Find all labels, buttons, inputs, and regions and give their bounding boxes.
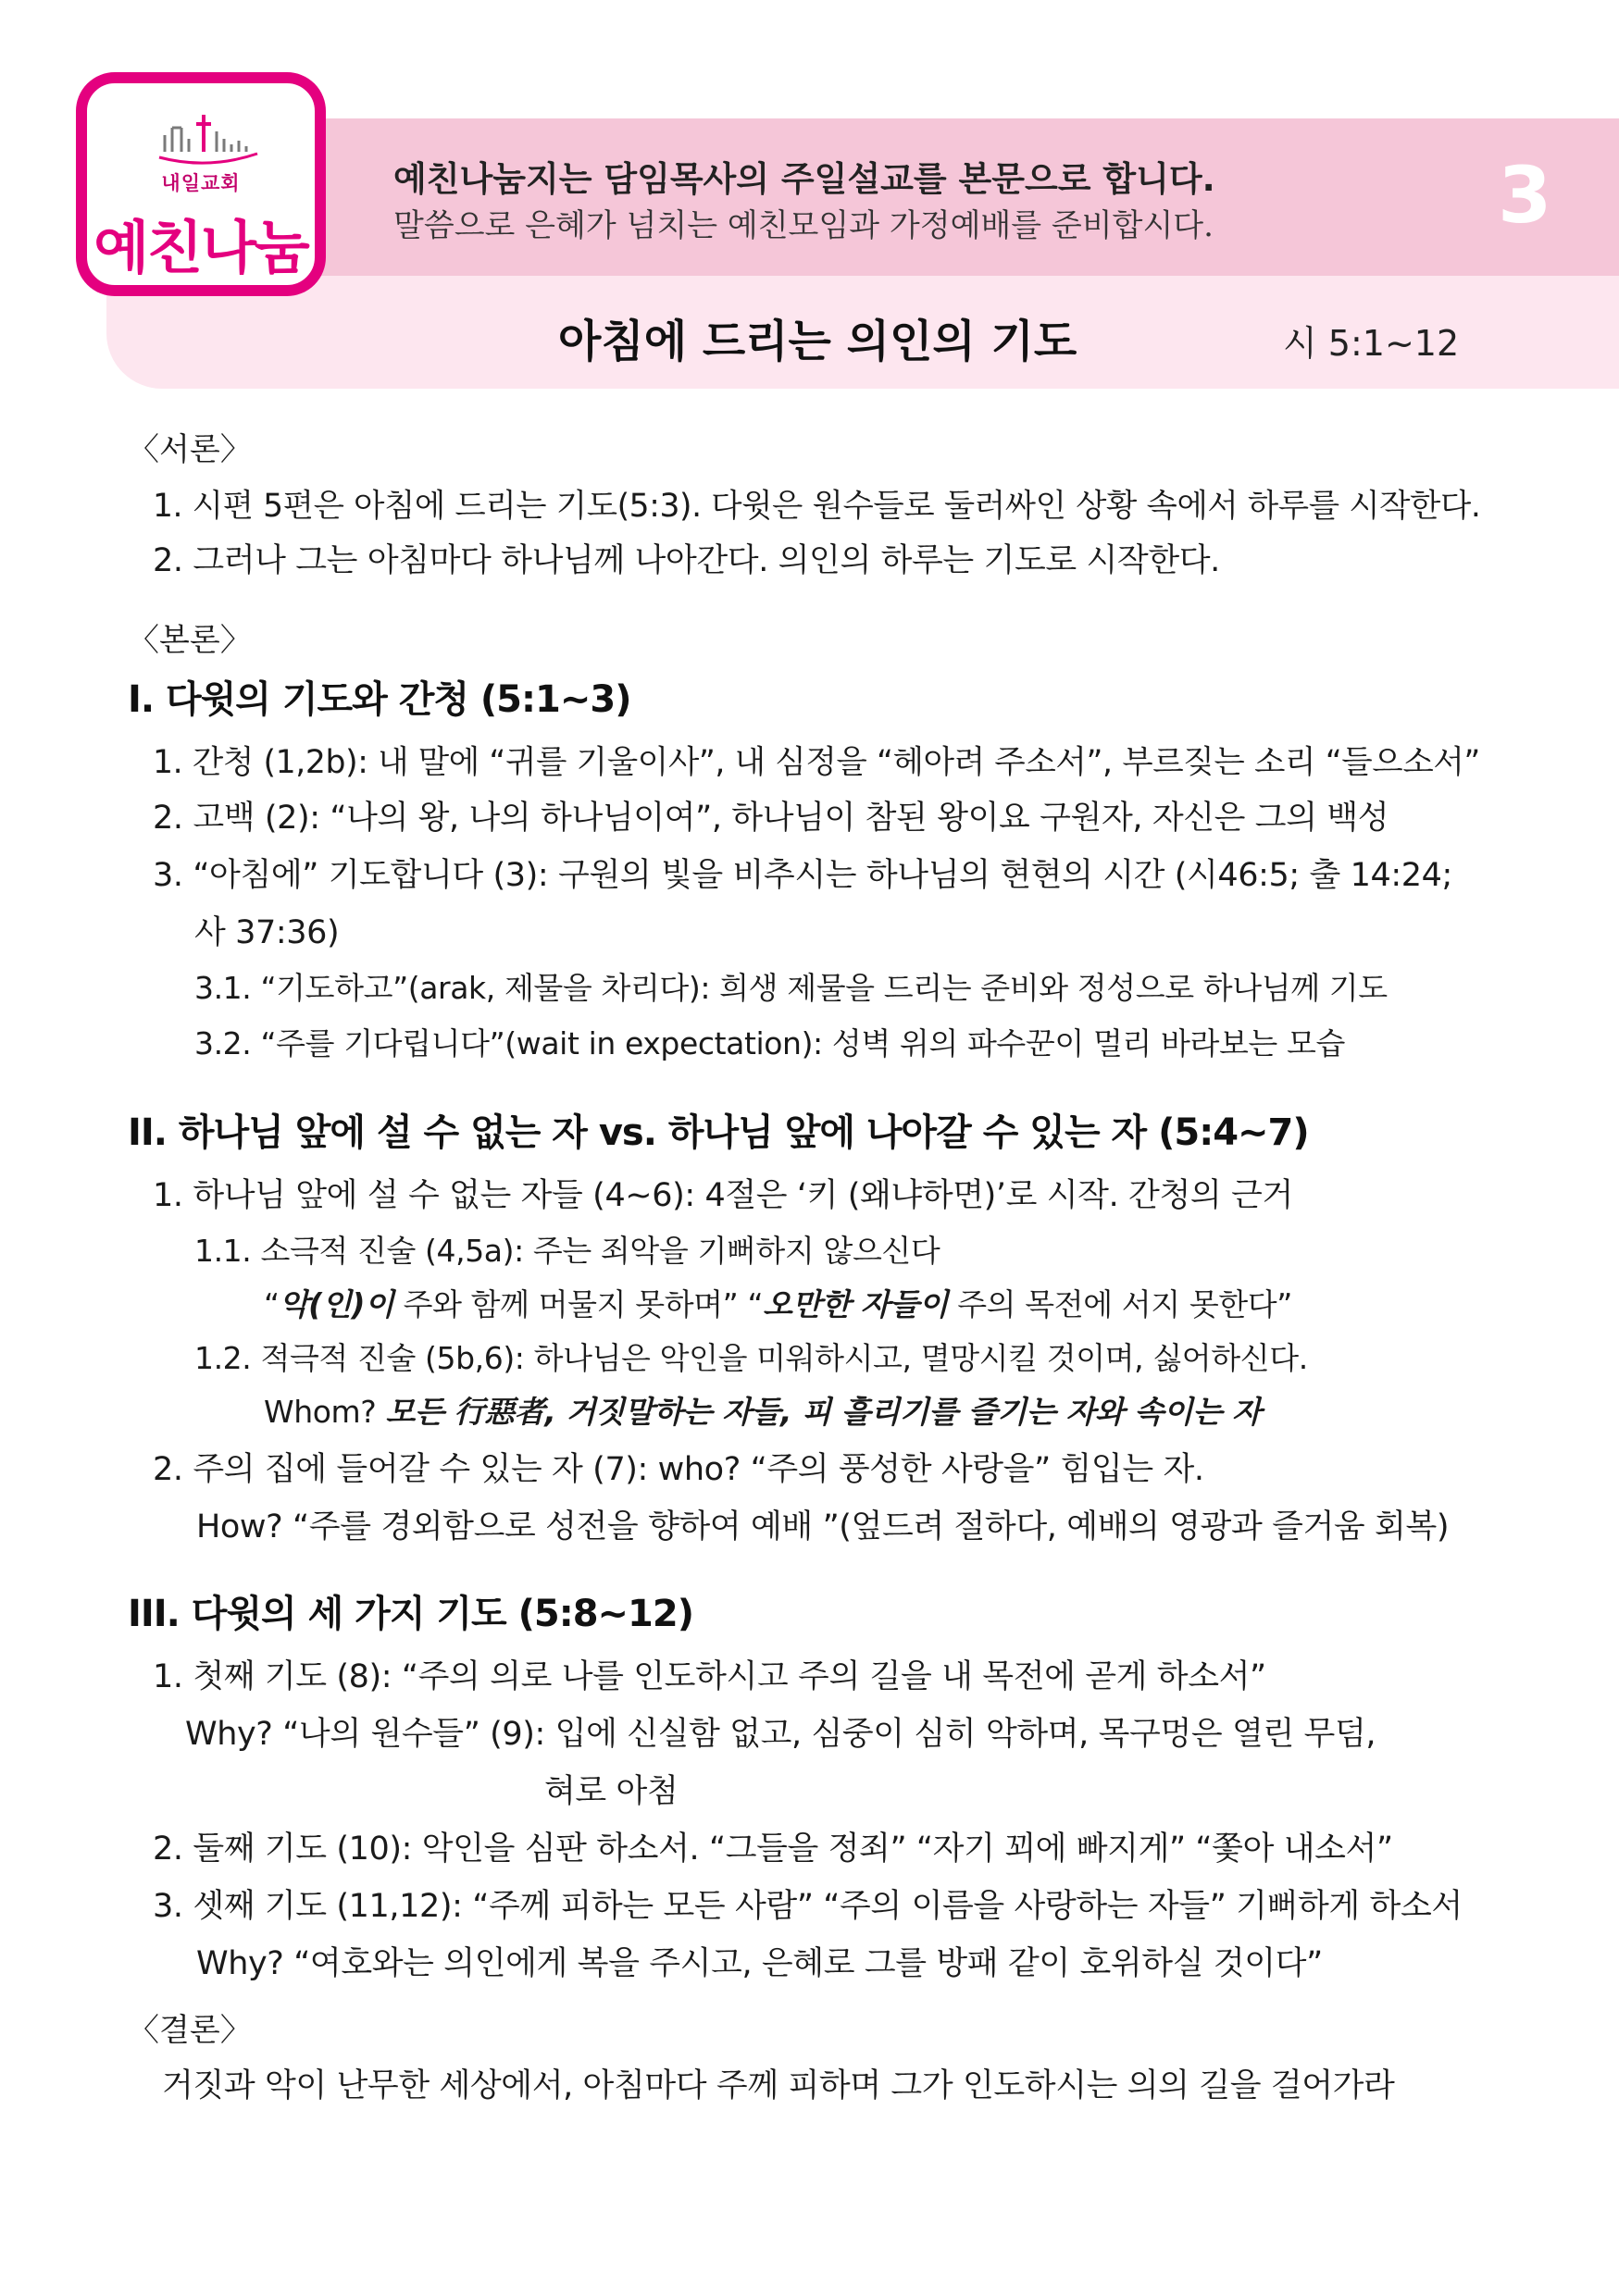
logo-church-name: 내일교회: [161, 172, 241, 194]
section-3-heading: III. 다윗의 세 가지 기도 (5:8~12): [128, 1593, 693, 1635]
section-2-subitem-2-whom: [264, 1388, 1261, 1432]
section-2-item-1: 1. 하나님 앞에 설 수 없는 자들 (4~6): 4절은 ‘키 (왜냐하면)’로 시작. 간청의 근거: [153, 1177, 1293, 1214]
header-line-2: 말씀으로 은혜가 넘치는 예친모임과 가정예배를 준비합시다.: [393, 207, 1214, 244]
section-1-item-3-cont: 사 37:36): [194, 914, 340, 951]
section-1-item-2: 2. 고백 (2): “나의 왕, 나의 하나님이여”, 하나님이 참된 왕이요 구원자, 자신은 그의 백성: [153, 800, 1389, 837]
section-3-item-1-why: Why? “나의 원수들” (9): 입에 신실함 없고, 심중이 심히 악하며, 목구멍은 열린 무덤,: [185, 1716, 1376, 1753]
page-number: 3: [1498, 150, 1552, 241]
church-logo: [76, 72, 326, 296]
header-line-1: 예친나눔지는 담임목사의 주일설교를 본문으로 합니다.: [393, 159, 1215, 199]
section-2-item-2: 2. 주의 집에 들어갈 수 있는 자 (7): who? “주의 풍성한 사랑을” 힘입는 자.: [153, 1451, 1204, 1488]
intro-label: 〈서론〉: [128, 431, 252, 468]
section-2-item-2-how: How? “주를 경외함으로 성전을 향하여 예배 ”(엎드려 절하다, 예배의 영광과 즐거움 회복): [196, 1508, 1450, 1545]
emphasis-arrogant: 오만한 자들이: [763, 1286, 949, 1322]
quote-rest-1: 주와 함께 머물지 못하며” “: [393, 1286, 764, 1322]
conclusion-text: 거짓과 악이 난무한 세상에서, 아침마다 주께 피하며 그가 인도하시는 의의 길을 걸어가라: [162, 2067, 1395, 2104]
section-2-subitem-1-quote: [264, 1281, 1292, 1324]
section-3-item-3: 3. 셋째 기도 (11,12): “주께 피하는 모든 사람” “주의 이름을 사랑하는 자들” 기뻐하게 하소서: [153, 1888, 1463, 1925]
section-1-item-1: 1. 간청 (1,2b): 내 말에 “귀를 기울이사”, 내 심정을 “헤아려 주소서”, 부르짖는 소리 “들으소서”: [153, 744, 1480, 781]
section-2-subitem-1: 1.1. 소극적 진술 (4,5a): 주는 죄악을 기뻐하지 않으신다: [194, 1233, 940, 1269]
conclusion-label: 〈결론〉: [128, 2012, 252, 2049]
scripture-reference: 시 5:1~12: [1283, 323, 1460, 364]
logo-title: 예친나눔: [93, 214, 308, 281]
section-1-subitem-2: 3.2. “주를 기다립니다”(wait in expectation): 성벽 위의 파수꾼이 멀리 바라보는 모습: [194, 1025, 1345, 1061]
document-title: 아침에 드리는 의인의 기도: [558, 316, 1077, 367]
section-1-subitem-1: 3.1. “기도하고”(arak, 제물을 차리다): 희생 제물을 드리는 준비와 정성으로 하나님께 기도: [194, 970, 1388, 1006]
section-1-heading: I. 다윗의 기도와 간청 (5:1~3): [128, 678, 631, 721]
quote-rest-2: 주의 목전에 서지 못한다”: [948, 1286, 1292, 1322]
whom-label: Whom?: [264, 1394, 386, 1430]
section-1-item-3: 3. “아침에” 기도합니다 (3): 구원의 빛을 비추시는 하나님의 현현의 시간 (시46:5; 출 14:24;: [153, 857, 1452, 894]
section-3-item-1: 1. 첫째 기도 (8): “주의 의로 나를 인도하시고 주의 길을 내 목전에 곧게 하소서”: [153, 1658, 1266, 1695]
church-skyline-icon: [157, 111, 259, 168]
section-3-item-1-why-cont: 혀로 아첨: [544, 1773, 679, 1810]
section-2-heading: II. 하나님 앞에 설 수 없는 자 vs. 하나님 앞에 나아갈 수 있는 자 (5:4~7): [128, 1111, 1309, 1154]
emphasis-whom-list: 모든 行惡者, 거짓말하는 자들, 피 흘리기를 즐기는 자와 속이는 자: [385, 1394, 1262, 1430]
emphasis-wicked: 악(인)이: [279, 1286, 394, 1322]
intro-item-2: 2. 그러나 그는 아침마다 하나님께 나아간다. 의인의 하루는 기도로 시작한다.: [153, 542, 1220, 579]
section-2-subitem-2: 1.2. 적극적 진술 (5b,6): 하나님은 악인을 미워하시고, 멸망시킬 것이며, 싫어하신다.: [194, 1340, 1308, 1376]
section-3-item-3-why: Why? “여호와는 의인에게 복을 주시고, 은혜로 그를 방패 같이 호위하실 것이다”: [196, 1945, 1323, 1982]
body-label: 〈본론〉: [128, 622, 252, 659]
quote-open: “: [264, 1286, 280, 1322]
section-3-item-2: 2. 둘째 기도 (10): 악인을 심판 하소서. “그들을 정죄” “자기 꾀에 빠지게” “쫓아 내소서”: [153, 1831, 1393, 1868]
intro-item-1: 1. 시편 5편은 아침에 드리는 기도(5:3). 다윗은 원수들로 둘러싸인 상황 속에서 하루를 시작한다.: [153, 488, 1481, 525]
